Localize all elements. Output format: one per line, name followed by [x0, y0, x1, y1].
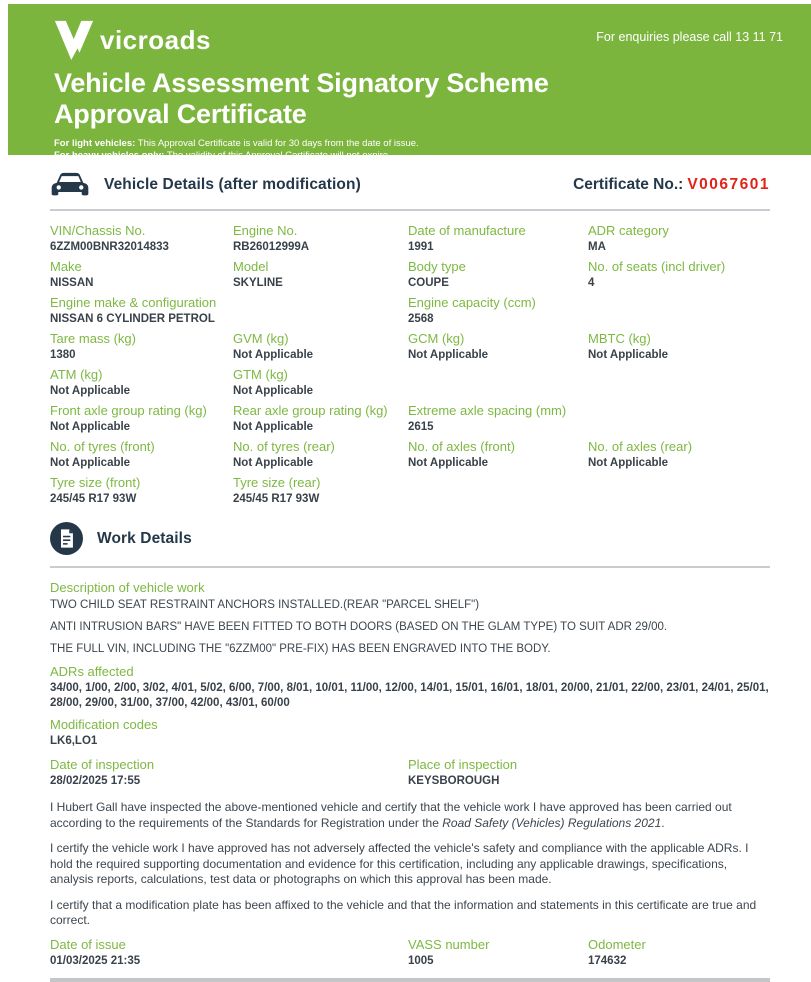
description-line: ANTI INTRUSION BARS" HAVE BEEN FITTED TO BOTH DOORS (BASED ON THE GLAM TYPE) TO SUIT ADR 29/00. [50, 621, 668, 633]
heavy-vehicles-note-text: The validity of this Approval Certificate will not expire. [164, 149, 391, 161]
field-value: Not Applicable [588, 349, 669, 361]
field-vin-chassis [50, 223, 233, 256]
field-value: Not Applicable [50, 421, 131, 433]
vicroads-logo-text: vicroads [100, 24, 211, 55]
field-label: ATM (kg) [50, 367, 103, 382]
description-line: THE FULL VIN, INCLUDING THE "6ZZM00" PRE-FIX) HAS BEEN ENGRAVED INTO THE BODY. [50, 643, 551, 655]
certification-paragraph-2: I certify the vehicle work I have approved has not adversely affected the vehicle's safety and compliance with the applicable ADRs. I hold the required supporting documentation and evidence for this certification, including any applicable drawings, specifications, analysis reports, calculations, test data or photographs on which this approval has been made. [50, 841, 749, 886]
regulations-reference: Road Safety (Vehicles) Regulations 2021 [442, 815, 662, 830]
field-value: Not Applicable [408, 349, 489, 361]
vicroads-logo [54, 20, 211, 60]
field-label: Place of inspection [408, 757, 518, 772]
field-label: Tyre size (front) [50, 475, 141, 490]
field-label: MBTC (kg) [588, 331, 651, 346]
field-value: 6ZZM00BNR32014833 [50, 241, 169, 253]
heavy-vehicles-note-label: For heavy vehicles only: [54, 149, 165, 161]
field-adr-category [588, 223, 770, 256]
field-value: COUPE [408, 277, 449, 289]
field-date-of-inspection [50, 757, 408, 790]
field-atm [50, 367, 233, 400]
modification-codes-label: Modification codes [50, 717, 158, 732]
light-vehicles-note-label: For light vehicles: [54, 137, 136, 149]
field-value: 2568 [408, 313, 434, 325]
field-tyres-front [50, 439, 233, 472]
description-label: Description of vehicle work [50, 580, 205, 595]
field-place-of-inspection [408, 757, 770, 790]
field-value: 174632 [588, 954, 627, 967]
field-value: SKYLINE [233, 277, 283, 289]
field-value: Not Applicable [50, 457, 131, 469]
field-value: Not Applicable [233, 349, 314, 361]
certification-paragraph-3: I certify that a modification plate has been affixed to the vehicle and that the information and statements in this certificate are true and correct. [50, 897, 757, 927]
field-front-axle-rating [50, 403, 233, 436]
field-extreme-axle-spacing [408, 403, 770, 436]
section-divider [50, 209, 770, 211]
work-details-section-header [50, 522, 770, 555]
field-label: No. of tyres (front) [50, 439, 155, 454]
field-value: 28/02/2025 17:55 [50, 775, 141, 787]
field-label: VIN/Chassis No. [50, 223, 146, 238]
field-model [233, 259, 408, 292]
field-body-type [408, 259, 588, 292]
certificate-number-block [573, 176, 770, 194]
footer-divider-bar [50, 978, 770, 982]
field-value: 1380 [50, 349, 76, 361]
field-tare-mass [50, 331, 233, 364]
field-tyre-size-front [50, 475, 233, 508]
field-value: 245/45 R17 93W [233, 493, 320, 505]
field-label: Rear axle group rating (kg) [233, 403, 388, 418]
field-label: Odometer [588, 936, 646, 952]
field-gvm [233, 331, 408, 364]
field-value: KEYSBOROUGH [408, 775, 500, 787]
certificate-number-value: V0067601 [687, 175, 770, 193]
field-label: Date of manufacture [408, 223, 526, 238]
field-axles-front [408, 439, 588, 472]
field-date-of-issue [50, 937, 408, 970]
field-engine-no [233, 223, 408, 256]
document-title-line1: Vehicle Assessment Signatory Scheme [54, 68, 549, 98]
field-value: Not Applicable [50, 385, 131, 397]
field-value: RB26012999A [233, 241, 310, 253]
section-divider [50, 566, 770, 568]
vehicle-details-title: Vehicle Details (after modification) [104, 175, 361, 193]
field-label: Engine capacity (ccm) [408, 295, 536, 310]
field-tyre-size-rear [233, 475, 408, 508]
field-label: No. of axles (rear) [588, 439, 693, 454]
light-vehicles-note [54, 138, 783, 150]
field-value: 4 [588, 277, 595, 289]
field-label: Date of inspection [50, 757, 155, 772]
field-label: No. of axles (front) [408, 439, 515, 454]
field-value: Not Applicable [408, 457, 489, 469]
field-value: Not Applicable [233, 385, 314, 397]
field-value: 1005 [408, 954, 434, 967]
field-label: Body type [408, 259, 466, 274]
field-value: NISSAN [50, 277, 94, 289]
grid-spacer [408, 475, 770, 508]
document-title [54, 68, 783, 131]
field-label: Date of issue [50, 936, 126, 952]
issue-row [50, 937, 770, 970]
field-label: Tyre size (rear) [233, 475, 321, 490]
field-label: No. of seats (incl driver) [588, 259, 726, 274]
car-icon [50, 171, 90, 198]
field-label: Model [233, 259, 269, 274]
vicroads-logo-icon [54, 20, 94, 60]
field-seats [588, 259, 770, 292]
field-label: ADR category [588, 223, 669, 238]
field-value: NISSAN 6 CYLINDER PETROL [50, 313, 215, 325]
field-value: 2615 [408, 421, 434, 433]
field-label: Engine make & configuration [50, 295, 217, 310]
field-engine-capacity [408, 295, 770, 328]
field-label: Make [50, 259, 82, 274]
field-label: GTM (kg) [233, 367, 288, 382]
certification-text: I Hubert Gall have inspected the above-mentioned vehicle and certify that the vehicle work I have approved has been carried out according to the requirements of the Standards for Registration under the [50, 800, 732, 830]
field-label: Engine No. [233, 223, 298, 238]
field-value: Not Applicable [233, 457, 314, 469]
field-label: Front axle group rating (kg) [50, 403, 207, 418]
grid-spacer [408, 367, 770, 400]
field-label: No. of tyres (rear) [233, 439, 335, 454]
certification-text: . [661, 815, 665, 830]
work-details-title: Work Details [97, 529, 192, 547]
vehicle-details-section-header [50, 171, 770, 198]
field-vass-number [408, 937, 588, 970]
document-title-line2: Approval Certificate [54, 99, 307, 130]
certification-paragraph-1 [50, 800, 770, 831]
field-gcm [408, 331, 588, 364]
field-label: VASS number [408, 936, 490, 952]
field-engine-make-config [50, 295, 408, 328]
inspection-row [50, 757, 770, 790]
field-label: Tare mass (kg) [50, 331, 136, 346]
modification-codes-value: LK6,LO1 [50, 735, 98, 747]
adrs-label: ADRs affected [50, 664, 134, 679]
description-line: TWO CHILD SEAT RESTRAINT ANCHORS INSTALLED.(REAR "PARCEL SHELF") [50, 599, 480, 611]
field-tyres-rear [233, 439, 408, 472]
field-value: MA [588, 241, 606, 253]
field-value: Not Applicable [233, 421, 314, 433]
vehicle-fields-grid [50, 223, 770, 508]
field-rear-axle-rating [233, 403, 408, 436]
field-mbtc [588, 331, 770, 364]
enquiries-note: For enquiries please call 13 11 71 [596, 30, 783, 44]
field-value: 245/45 R17 93W [50, 493, 137, 505]
field-odometer [588, 937, 770, 970]
field-label: Extreme axle spacing (mm) [408, 403, 567, 418]
field-make [50, 259, 233, 292]
field-value: 01/03/2025 21:35 [50, 954, 141, 967]
field-value: 1991 [408, 241, 434, 253]
certificate-number-label: Certificate No.: [573, 175, 684, 193]
light-vehicles-note-text: This Approval Certificate is valid for 30 days from the date of issue. [135, 137, 419, 149]
field-date-of-manufacture [408, 223, 588, 256]
document-icon [50, 522, 83, 555]
field-value: Not Applicable [588, 457, 669, 469]
field-label: GVM (kg) [233, 331, 289, 346]
field-gtm [233, 367, 408, 400]
field-label: GCM (kg) [408, 331, 465, 346]
adrs-value: 34/00, 1/00, 2/00, 3/02, 4/01, 5/02, 6/00, 7/00, 8/01, 10/01, 11/00, 12/00, 14/01, 15/01, 16/01, 18/01, 20/00, 21/01, 22/00, 23/01, 24/01, 25/01, 28/00, 29/00, 31/00, 37/00, 42/00, 43/01, 60/00 [50, 682, 769, 709]
field-axles-rear [588, 439, 770, 472]
certificate-header [8, 4, 811, 161]
